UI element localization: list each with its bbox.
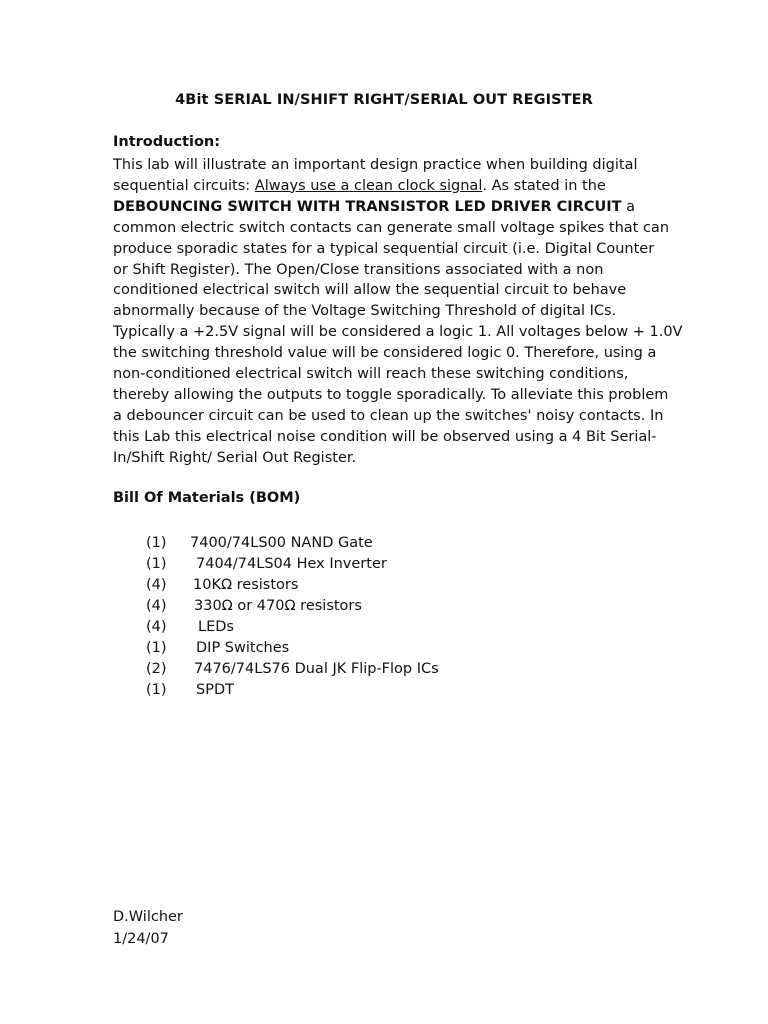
intro-line: or Shift Register). The Open/Close transitions associated with a non: [113, 261, 604, 278]
intro-line: This lab will illustrate an important design practice when building digital: [113, 157, 638, 173]
intro-line: Typically a +2.5V signal will be considered a logic 1. All voltages below + 1.0V: [113, 324, 683, 341]
bom-item: [146, 554, 546, 575]
bom-item: [146, 638, 546, 659]
bom-item-qty: (1): [146, 535, 167, 551]
intro-line: common electric switch contacts can generate small voltage spikes that can: [113, 219, 670, 236]
bom-item-qty: (4): [146, 577, 167, 593]
bom-item: [146, 596, 546, 617]
author-name: D.Wilcher: [113, 909, 183, 925]
bom-item-qty: (1): [146, 682, 167, 698]
document-title: 4Bit SERIAL IN/SHIFT RIGHT/SERIAL OUT REGISTER: [175, 92, 593, 108]
bom-item-desc: LEDs: [198, 619, 234, 635]
bom-item-desc: 330Ω or 470Ω resistors: [194, 598, 362, 614]
intro-line: DEBOUNCING SWITCH WITH TRANSISTOR LED DRIVER CIRCUIT a: [113, 198, 636, 215]
bom-list: [146, 533, 546, 701]
intro-line: produce sporadic states for a typical sequential circuit (i.e. Digital Counter: [113, 240, 655, 257]
bom-item: [146, 575, 546, 596]
bom-item: [146, 617, 546, 638]
intro-line: the switching threshold value will be considered logic 0. Therefore, using a: [113, 345, 657, 362]
bom-item-desc: 7476/74LS76 Dual JK Flip-Flop ICs: [194, 661, 439, 677]
intro-line: In/Shift Right/ Serial Out Register.: [113, 449, 357, 466]
bom-item-desc: 10KΩ resistors: [193, 577, 299, 593]
bom-item-desc: DIP Switches: [196, 640, 290, 656]
intro-line: conditioned electrical switch will allow the sequential circuit to behave: [113, 282, 627, 299]
document-date: 1/24/07: [113, 931, 169, 947]
intro-line: a debouncer circuit can be used to clean up the switches' noisy contacts. In: [113, 407, 664, 424]
bom-item: [146, 659, 546, 680]
intro-line: non-conditioned electrical switch will reach these switching conditions,: [113, 366, 629, 383]
bom-item: [146, 533, 546, 554]
bom-item-desc: 7404/74LS04 Hex Inverter: [196, 556, 387, 572]
bom-heading: Bill Of Materials (BOM): [113, 490, 301, 506]
bom-item: [146, 680, 546, 701]
clock-signal-emphasis: Always use a clean clock signal: [254, 177, 483, 194]
introduction-paragraph: [113, 155, 683, 469]
bom-item-qty: (1): [146, 556, 167, 572]
bom-item-qty: (2): [146, 661, 167, 677]
bom-item-qty: (1): [146, 640, 167, 656]
debouncing-circuit-reference: DEBOUNCING SWITCH WITH TRANSISTOR LED DRIVER CIRCUIT: [113, 198, 622, 215]
intro-line: abnormally because of the Voltage Switching Threshold of digital ICs.: [113, 303, 617, 320]
intro-line: sequential circuits: Always use a clean clock signal. As stated in the: [113, 177, 606, 194]
intro-line: this Lab this electrical noise condition will be observed using a 4 Bit Serial-: [113, 428, 657, 445]
bom-item-qty: (4): [146, 619, 167, 635]
bom-item-desc: 7400/74LS00 NAND Gate: [190, 535, 373, 551]
intro-line: thereby allowing the outputs to toggle sporadically. To alleviate this problem: [113, 386, 669, 403]
bom-item-desc: SPDT: [196, 682, 234, 698]
introduction-heading: Introduction:: [113, 134, 221, 150]
bom-item-qty: (4): [146, 598, 167, 614]
